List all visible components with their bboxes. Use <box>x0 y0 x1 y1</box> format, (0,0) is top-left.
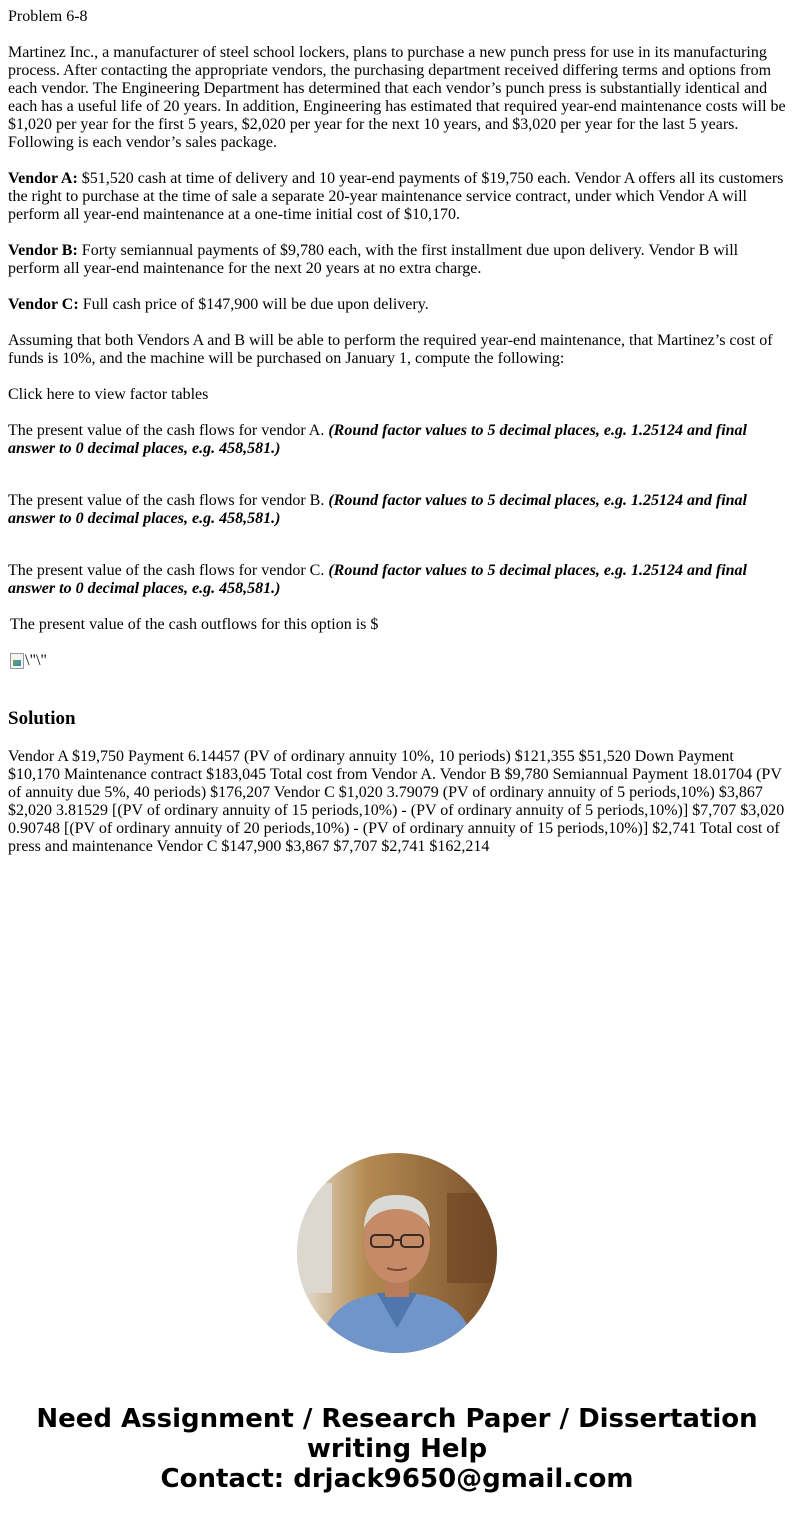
vendor-b-paragraph <box>8 242 786 278</box>
solution-heading: Solution <box>8 708 76 729</box>
vendor-c-paragraph <box>8 296 786 314</box>
vendor-b-label: Vendor B: <box>8 242 78 259</box>
vendor-a-paragraph <box>8 170 786 224</box>
promo-line-2: writing Help <box>306 1434 488 1464</box>
question-text: The present value of the cash flows for vendor B. <box>8 492 329 509</box>
question-vendor-a <box>8 422 786 458</box>
vendor-a-text: $51,520 cash at time of delivery and 10 year-end payments of $19,750 each. Vendor A offers all its customers the right to purchase at the time of sale a separate 20-year maintenance service contract, under which Vendor A will perform all year-end maintenance at a one-time initial cost of $10,170. <box>8 170 784 223</box>
factor-tables-link[interactable]: Click here to view factor tables <box>8 386 209 403</box>
solution-text: Vendor A $19,750 Payment 6.14457 (PV of ordinary annuity 10%, 10 periods) $121,355 $51,520 Down Payment $10,170 Maintenance contract $183,045 Total cost from Vendor A. Vendor B $9,780 Semiannual Payment 18.01704 (PV of annuity due 5%, 40 periods) $176,207 Vendor C $1,020 3.79079 (PV of ordinary annuity of 5 periods,10%) $3,867 $2,020 3.81529 [(PV of ordinary annuity of 15 periods,10%) - (PV of ordinary annuity of 5 periods,10%)] $7,707 $3,020 0.90748 [(PV of ordinary annuity of 20 periods,10%) - (PV of ordinary annuity of 15 periods,10%)] $2,741 Total cost of press and maintenance Vendor C $147,900 $3,867 $7,707 $2,741 $162,214 <box>8 748 785 855</box>
question-text: The present value of the cash flows for vendor A. <box>8 422 329 439</box>
promo-line-1: Need Assignment / Research Paper / Dissertation <box>36 1404 758 1434</box>
problem-intro: Martinez Inc., a manufacturer of steel school lockers, plans to purchase a new punch press for use in its manufacturing process. After contacting the appropriate vendors, the purchasing department received differing terms and options from each vendor. The Engineering Department has determined that each vendor’s punch press is substantially identical and each has a useful life of 20 years. In addition, Engineering has estimated that required year-end maintenance costs will be $1,020 per year for the first 5 years, $2,020 per year for the next 10 years, and $3,020 per year for the last 5 years. Following is each vendor’s sales package. <box>8 44 786 151</box>
vendor-c-label: Vendor C: <box>8 296 79 313</box>
question-vendor-b <box>8 492 786 528</box>
vendor-b-text: Forty semiannual payments of $9,780 each, with the first installment due upon delivery. Vendor B will perform all year-end maintenance for the next 20 years at no extra charge. <box>8 242 739 277</box>
rounding-note: (Round factor values to 5 decimal places, e.g. 1.25124 and final answer to 0 decimal places, e.g. 458,581.) <box>8 492 747 527</box>
rounding-note: (Round factor values to 5 decimal places, e.g. 1.25124 and final answer to 0 decimal places, e.g. 458,581.) <box>8 562 747 597</box>
assumption-text: Assuming that both Vendors A and B will be able to perform the required year-end maintenance, that Martinez’s cost of funds is 10%, and the machine will be purchased on January 1, compute the following: <box>8 332 773 367</box>
avatar-portrait <box>297 1153 497 1353</box>
promo-banner <box>0 1404 794 1494</box>
broken-image-alt: \"\" <box>25 652 47 669</box>
broken-image <box>10 652 47 670</box>
vendor-c-text: Full cash price of $147,900 will be due upon delivery. <box>78 296 429 313</box>
rounding-note: (Round factor values to 5 decimal places, e.g. 1.25124 and final answer to 0 decimal places, e.g. 458,581.) <box>8 422 747 457</box>
question-text: The present value of the cash flows for vendor C. <box>8 562 329 579</box>
promo-contact: Contact: drjack9650@gmail.com <box>160 1464 634 1494</box>
broken-image-icon <box>10 653 24 669</box>
answer-line: The present value of the cash outflows for this option is $ <box>10 616 379 633</box>
problem-content <box>8 8 786 874</box>
problem-title: Problem 6-8 <box>8 8 88 25</box>
author-avatar <box>297 1153 497 1353</box>
question-vendor-c <box>8 562 786 598</box>
vendor-a-label: Vendor A: <box>8 170 78 187</box>
